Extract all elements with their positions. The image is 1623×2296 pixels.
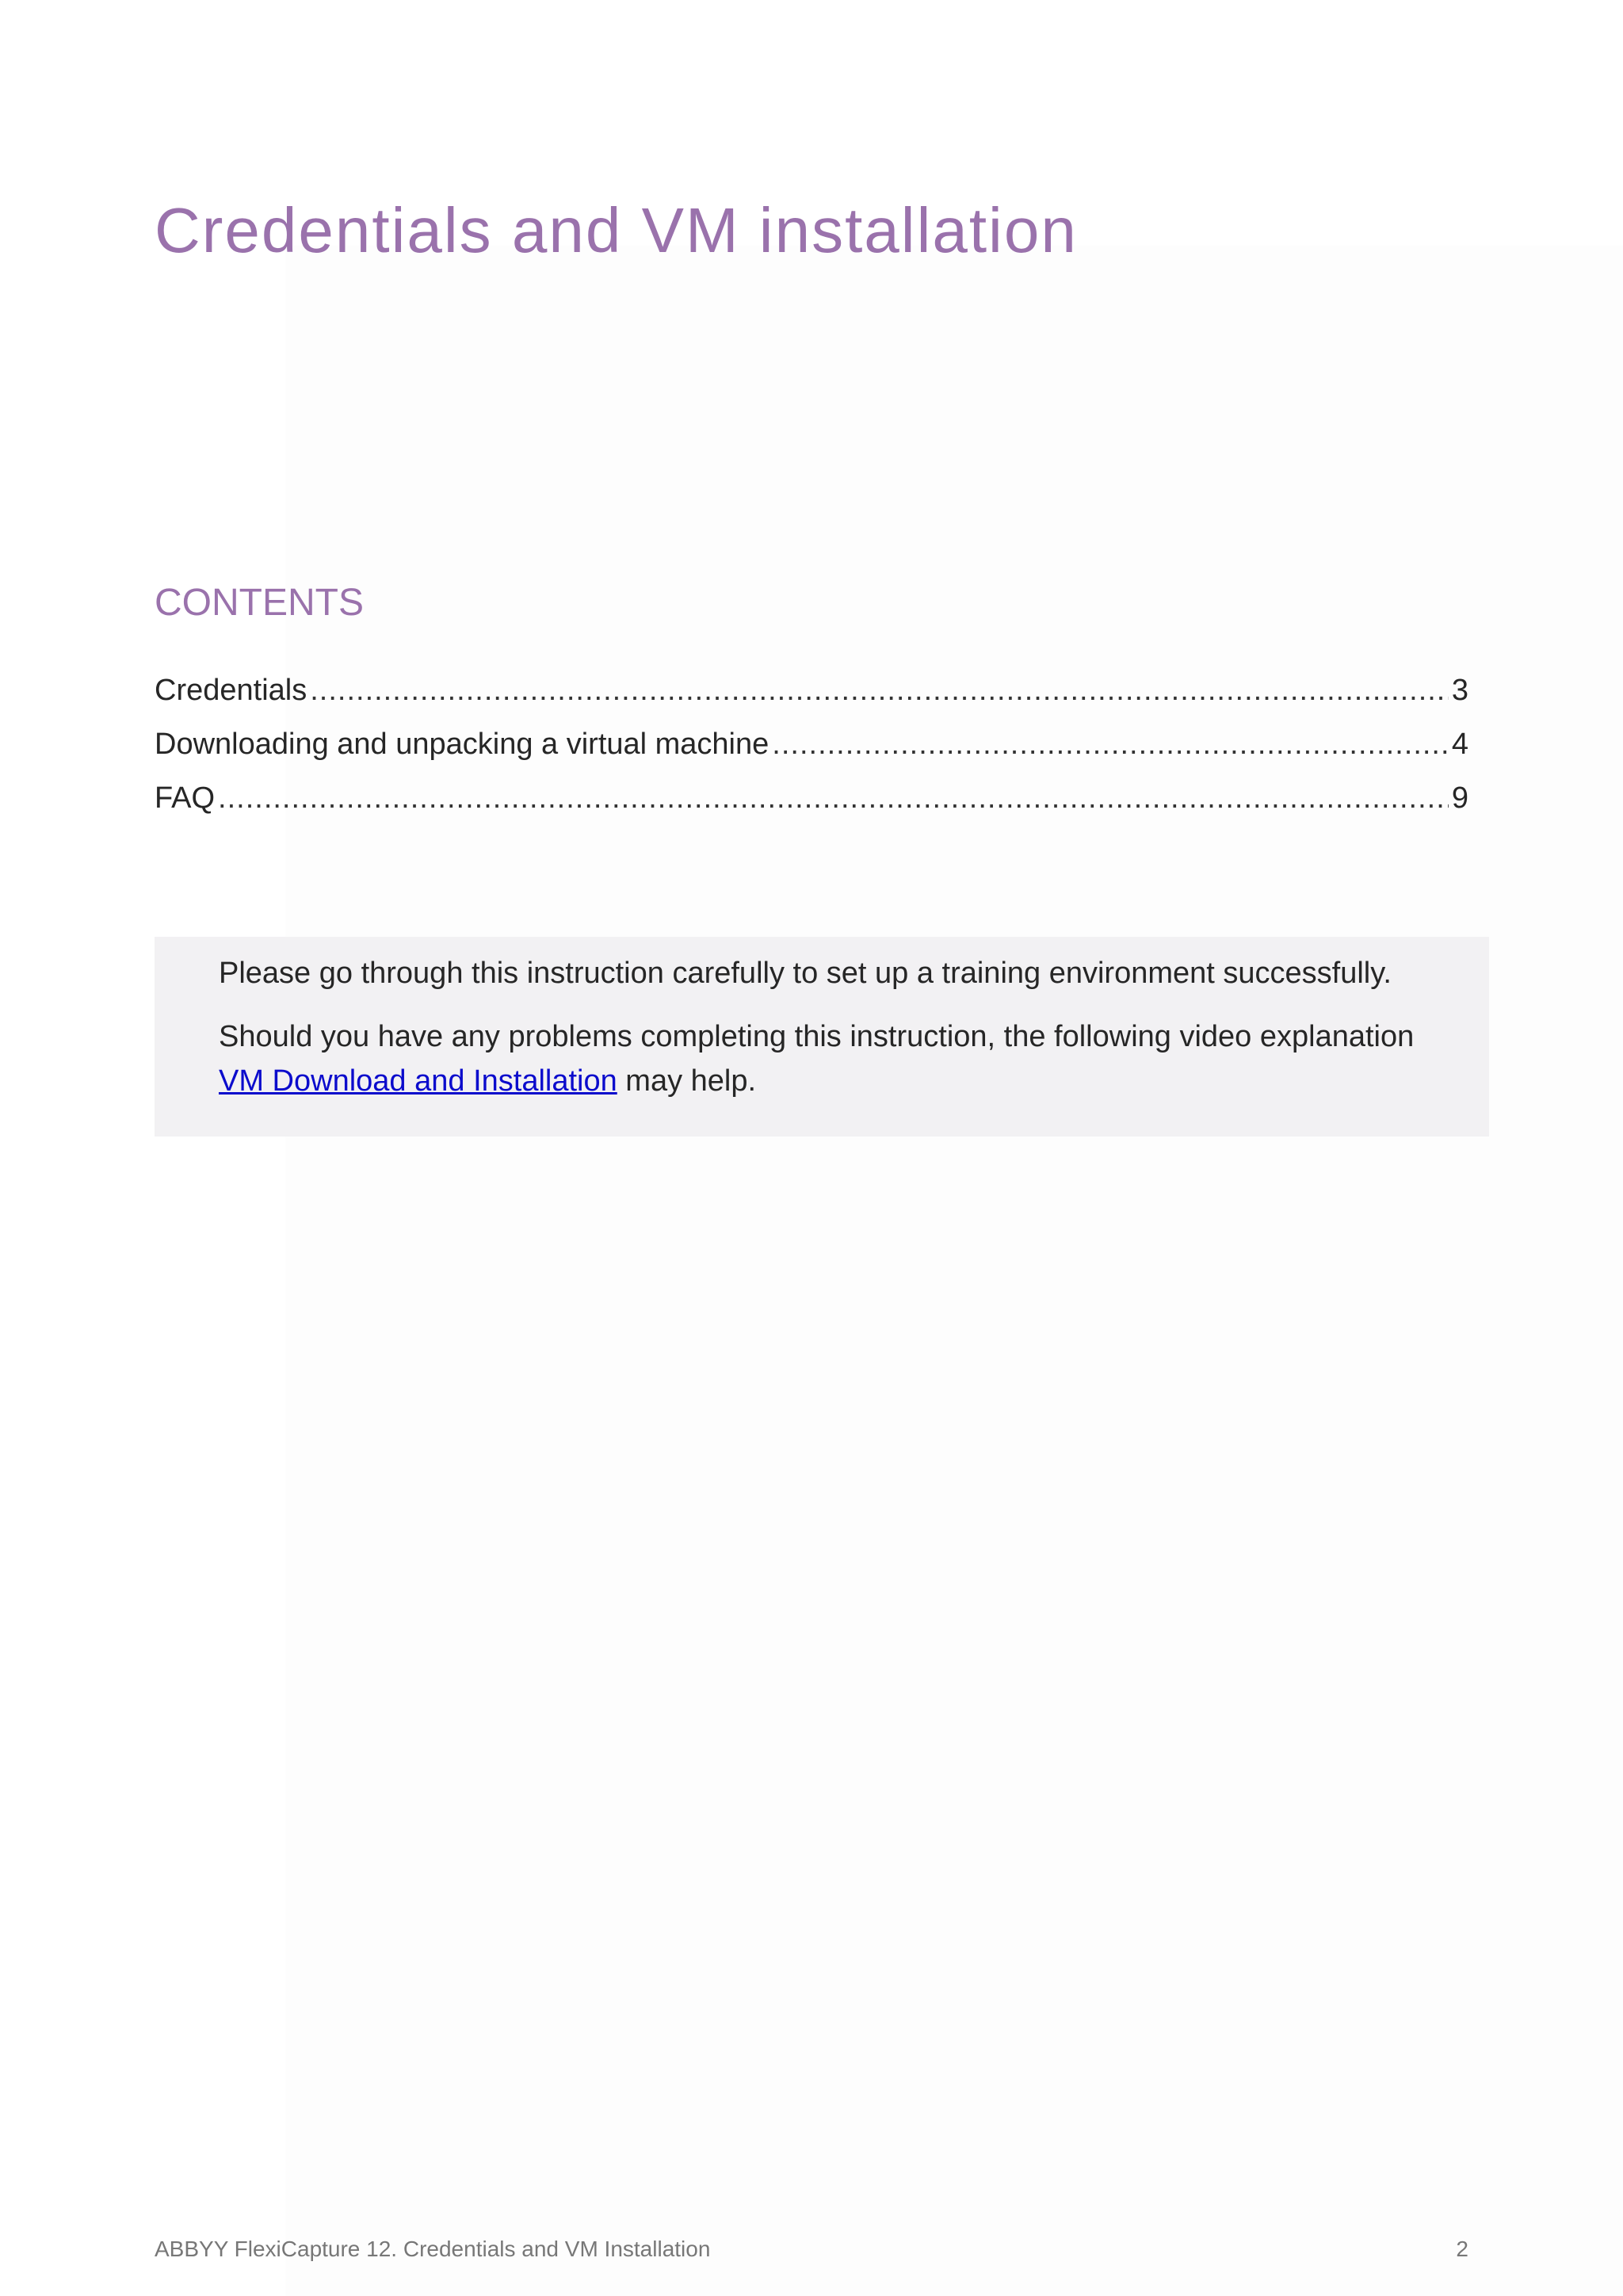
toc-entry-downloading[interactable]: [155, 728, 1468, 781]
toc-entry-page: 4: [1451, 728, 1468, 761]
document-title: Credentials and VM installation: [155, 195, 1078, 266]
toc-entry-faq[interactable]: [155, 781, 1468, 835]
toc-dot-leader: [218, 781, 1449, 816]
toc-dot-leader: [310, 674, 1449, 708]
toc-dot-leader: [772, 728, 1449, 762]
toc-entry-label: Credentials: [155, 674, 307, 707]
page-background: [285, 246, 1623, 2296]
toc-entry-credentials[interactable]: [155, 674, 1468, 728]
note-line-instruction: Please go through this instruction carefully to set up a training environment successfully.: [219, 957, 1392, 990]
toc-entry-page: 9: [1451, 781, 1468, 815]
footer-document-name: ABBYY FlexiCapture 12. Credentials and VM Installation: [155, 2237, 711, 2261]
toc-entry-page: 3: [1451, 674, 1468, 707]
table-of-contents: [155, 674, 1468, 835]
note-line-help: [219, 1014, 1442, 1103]
vm-download-video-link[interactable]: VM Download and Installation: [219, 1064, 617, 1098]
note-after-link-text: may help.: [617, 1064, 757, 1098]
contents-heading: CONTENTS: [155, 582, 364, 624]
note-help-text: Should you have any problems completing this instruction, the following video explanation: [219, 1020, 1415, 1053]
toc-entry-label: Downloading and unpacking a virtual machine: [155, 728, 769, 761]
toc-entry-label: FAQ: [155, 781, 216, 815]
footer-page-number: 2: [1456, 2237, 1468, 2261]
instruction-note: [155, 937, 1489, 1137]
